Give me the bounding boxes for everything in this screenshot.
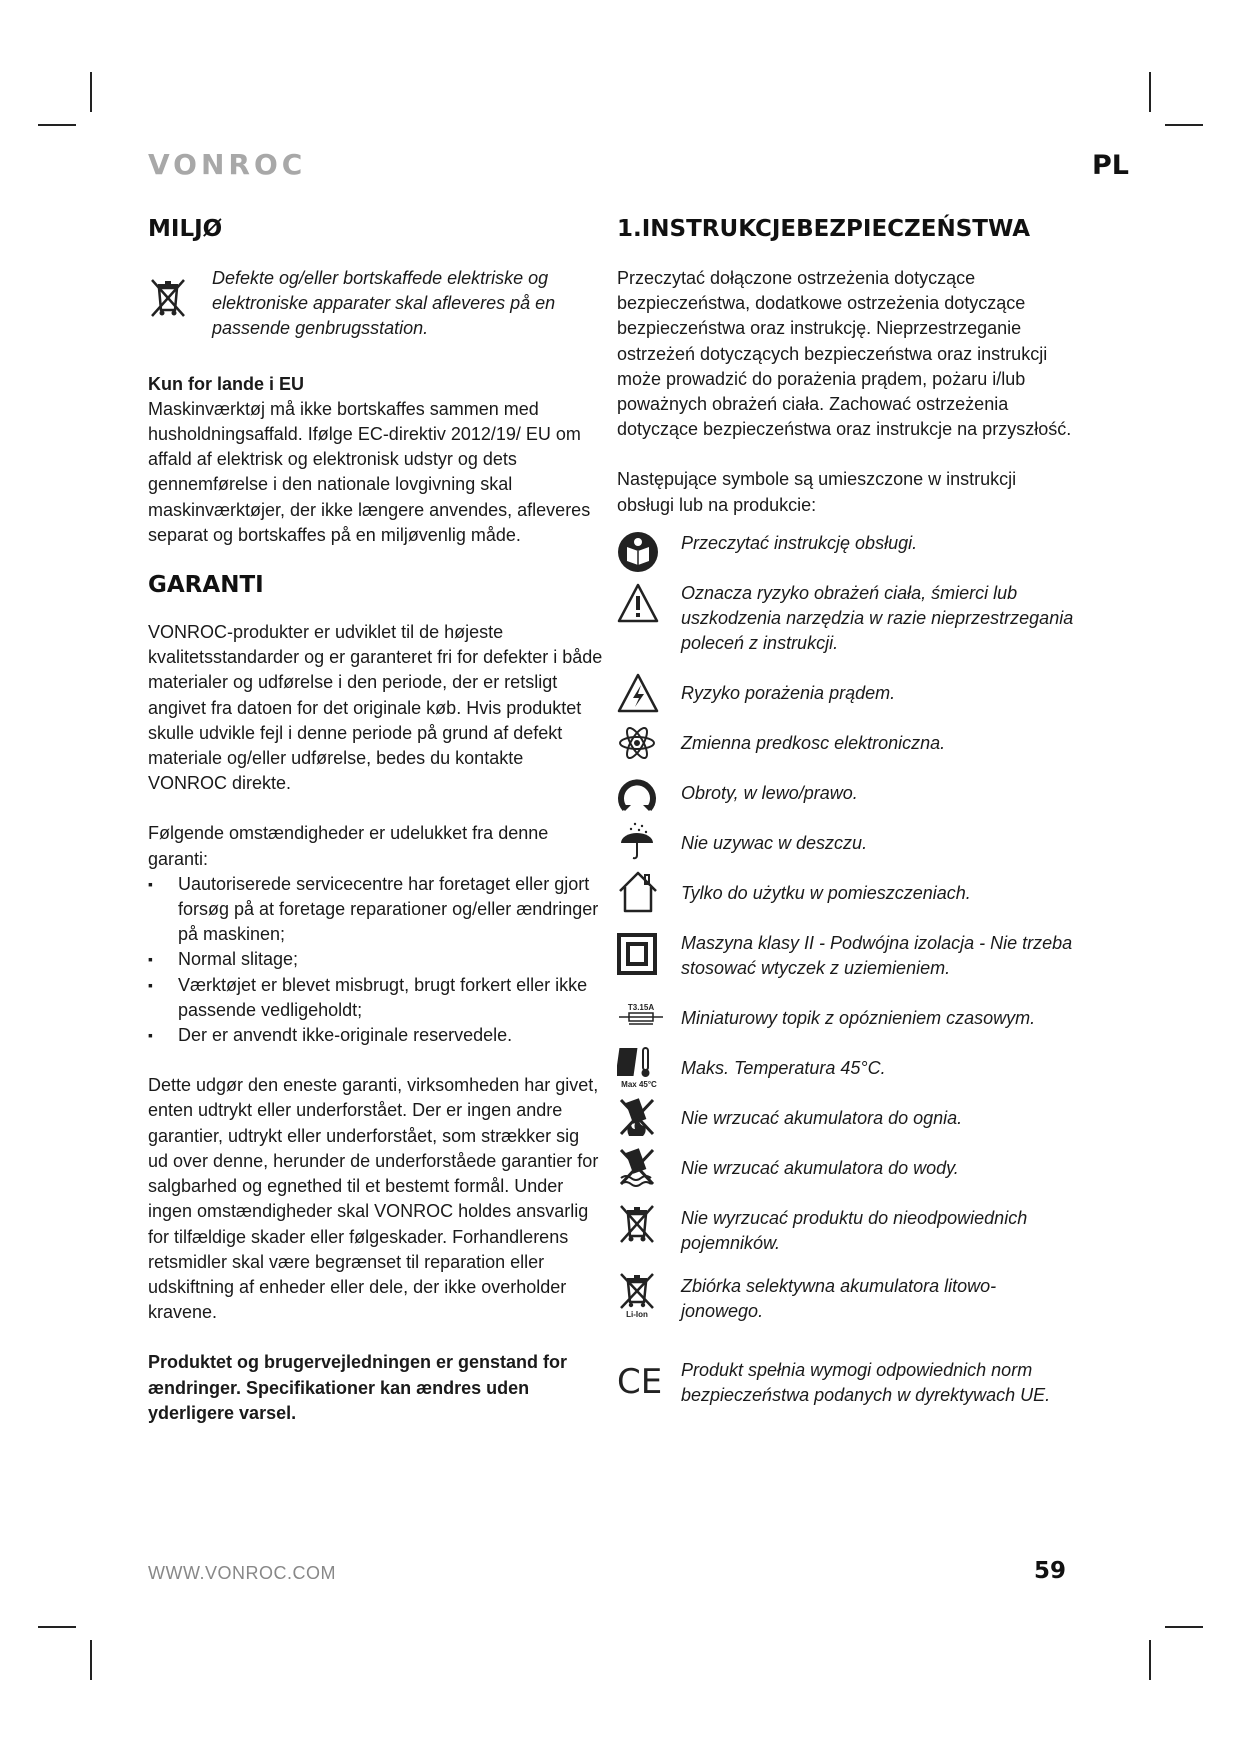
page-number: 59	[1034, 1558, 1067, 1584]
symbol-row	[617, 581, 1077, 681]
symbol-description: Maszyna klasy II - Podwójna izolacja - Nie trzeba stosować wtyczek z uziemieniem.	[681, 932, 1073, 979]
left-column	[148, 214, 603, 1426]
symbol-row	[617, 1274, 1077, 1358]
symbol-description: Nie uzywac w deszczu.	[681, 832, 868, 853]
symbol-description: Ryzyko porażenia prądem.	[681, 682, 896, 703]
warranty-exclusions-intro: Følgende omstændigheder er udelukket fra denne garanti:	[148, 823, 549, 869]
no-water-battery-icon	[617, 1156, 681, 1188]
symbol-description: Tylko do użytku w pomieszczeniach.	[681, 882, 971, 903]
fuse-icon	[617, 1002, 681, 1028]
symbol-description: Przeczytać instrukcję obsługi.	[681, 532, 918, 553]
li-ion-bin-icon	[617, 1274, 681, 1320]
environment-heading: MILJØ	[148, 216, 223, 242]
max-temp-label: Max 45°C	[621, 1079, 657, 1089]
symbol-row	[617, 531, 1077, 581]
symbol-description: Maks. Temperatura 45°C.	[681, 1057, 886, 1078]
symbol-row	[617, 1156, 1077, 1206]
crop-mark	[1165, 124, 1203, 126]
symbol-row	[617, 731, 1077, 781]
warranty-heading: GARANTI	[148, 572, 264, 599]
right-column	[617, 214, 1077, 1408]
crop-mark	[38, 124, 76, 126]
symbol-row	[617, 781, 1077, 831]
footer-url: WWW.VONROC.COM	[148, 1563, 336, 1583]
crop-mark	[1149, 72, 1151, 112]
symbol-row	[617, 881, 1077, 931]
symbol-row	[617, 1056, 1077, 1106]
symbol-description: Zmienna predkosc elektroniczna.	[681, 732, 946, 753]
crop-mark	[90, 1640, 92, 1680]
list-item: ▪ Uautoriserede servicecentre har foretaget eller gjort forsøg på at foretage reparationer og/eller ændringer på maskinen;	[148, 872, 603, 948]
crop-mark	[1149, 1640, 1151, 1680]
symbol-row	[617, 681, 1077, 731]
symbol-row	[617, 931, 1077, 1006]
symbol-description: Produkt spełnia wymogi odpowiednich norm bezpieczeństwa podanych w dyrektywach UE.	[681, 1359, 1051, 1406]
list-item: ▪ Værktøjet er blevet misbrugt, brugt forkert eller ikke passende vedligeholdt;	[148, 973, 603, 1023]
symbol-row	[617, 1106, 1077, 1156]
ce-mark-icon	[617, 1358, 681, 1398]
symbol-row	[617, 831, 1077, 881]
electronic-speed-icon	[617, 731, 681, 761]
eu-text: Maskinværktøj må ikke bortskaffes sammen med husholdningsaffald. Ifølge EC-direktiv 2012/19/ EU om affald af elektrisk og elektronisk udstyr og dets gennemførelse i den nationale lovgivning skal maskinværktøjer, der ikke længere anvendes, afleveres separat og bortskaffes på en miljøvenlig måde.	[148, 398, 591, 545]
symbol-description: Nie wrzucać akumulatora do wody.	[681, 1157, 959, 1178]
symbols-intro: Następujące symbole są umieszczone w instrukcji obsługi lub na produkcie:	[617, 469, 1017, 515]
ce-mark-label: CE	[617, 1363, 663, 1398]
warning-triangle-icon	[617, 581, 681, 623]
list-item: ▪ Der er anvendt ikke-originale reservedele.	[148, 1023, 603, 1048]
crop-mark	[38, 1626, 76, 1628]
environment-note-row	[148, 266, 603, 342]
crop-mark	[90, 72, 92, 112]
symbol-description: Miniaturowy topik z opóznieniem czasowym.	[681, 1007, 1036, 1028]
symbol-description: Oznacza ryzyko obrażeń ciała, śmierci lub uszkodzenia narzędzia w razie nieprzestrzegania poleceń z instrukcji.	[681, 582, 1074, 654]
rotation-icon	[617, 781, 681, 813]
symbol-row	[617, 1358, 1077, 1408]
fuse-rating-label: T3.15A	[627, 1002, 655, 1012]
max-temperature-icon	[617, 1056, 681, 1090]
electric-shock-icon	[617, 681, 681, 713]
change-notice: Produktet og brugervejledningen er genstand for ændringer. Specifikationer kan ændres uden yderligere varsel.	[148, 1352, 568, 1423]
symbol-description: Obroty, w lewo/prawo.	[681, 782, 858, 803]
crossed-bin-icon	[148, 266, 212, 342]
exclusions-list	[148, 872, 603, 1048]
safety-heading: 1.INSTRUKCJEBEZPIECZEŃSTWA	[617, 216, 1031, 242]
no-fire-battery-icon	[617, 1106, 681, 1138]
read-manual-icon	[617, 531, 681, 573]
symbol-description: Nie wrzucać akumulatora do ognia.	[681, 1107, 963, 1128]
symbol-row	[617, 1002, 1077, 1056]
symbol-description: Zbiórka selektywna akumulatora litowo-jonowego.	[681, 1275, 997, 1322]
symbols-list	[617, 531, 1077, 1408]
list-item: ▪ Normal slitage;	[148, 947, 603, 972]
double-insulation-icon	[617, 931, 681, 975]
brand-logo: VONROC	[148, 148, 307, 181]
environment-note: Defekte og/eller bortskaffede elektriske og elektroniske apparater skal afleveres på en passende genbrugsstation.	[212, 268, 556, 339]
warranty-disclaimer: Dette udgør den eneste garanti, virksomheden har givet, enten udtrykt eller underforstået. Der er ingen andre garantier, udtrykt eller underforstået, som strækker sig ud over denne, herunder de underforståede garantier for salgbarhed og egnethed til et bestemt formål. Under ingen omstændigheder skal VONROC holdes ansvarlig for tilfældige skader eller følgeskader. Forhandlerens retsmidler skal være begrænset til reparation eller udskiftning af enheder eller dele, der ikke overholder kravene.	[148, 1075, 599, 1323]
symbol-description: Nie wyrzucać produktu do nieodpowiednich pojemników.	[681, 1207, 1028, 1254]
house-icon	[617, 881, 681, 913]
umbrella-rain-icon	[617, 831, 681, 861]
safety-intro: Przeczytać dołączone ostrzeżenia dotyczące bezpieczeństwa, dodatkowe ostrzeżenia dotyczące bezpieczeństwa oraz instrukcję. Nieprzestrzeganie ostrzeżeń dotyczących bezpieczeństwa oraz instrukcji może prowadzić do porażenia prądem, pożaru i/lub poważnych obrażeń ciała. Zachować ostrzeżenia dotyczące bezpieczeństwa oraz instrukcje na przyszłość.	[617, 268, 1072, 440]
crop-mark	[1165, 1626, 1203, 1628]
li-ion-label: Li-Ion	[626, 1309, 648, 1319]
warranty-paragraph: VONROC-produkter er udviklet til de højeste kvalitetsstandarder og er garanteret fri for defekter i både materialer og udførelse i den periode, der er retsligt angivet fra datoen for det originale køb. Hvis produktet skulle udvikle fejl i denne periode på grund af defekt materiale og/eller udførelse, bedes du kontakte VONROC direkte.	[148, 622, 603, 794]
crossed-bin-icon	[617, 1206, 681, 1244]
language-code: PL	[1092, 150, 1129, 181]
eu-heading: Kun for lande i EU	[148, 373, 305, 394]
symbol-row	[617, 1206, 1077, 1274]
